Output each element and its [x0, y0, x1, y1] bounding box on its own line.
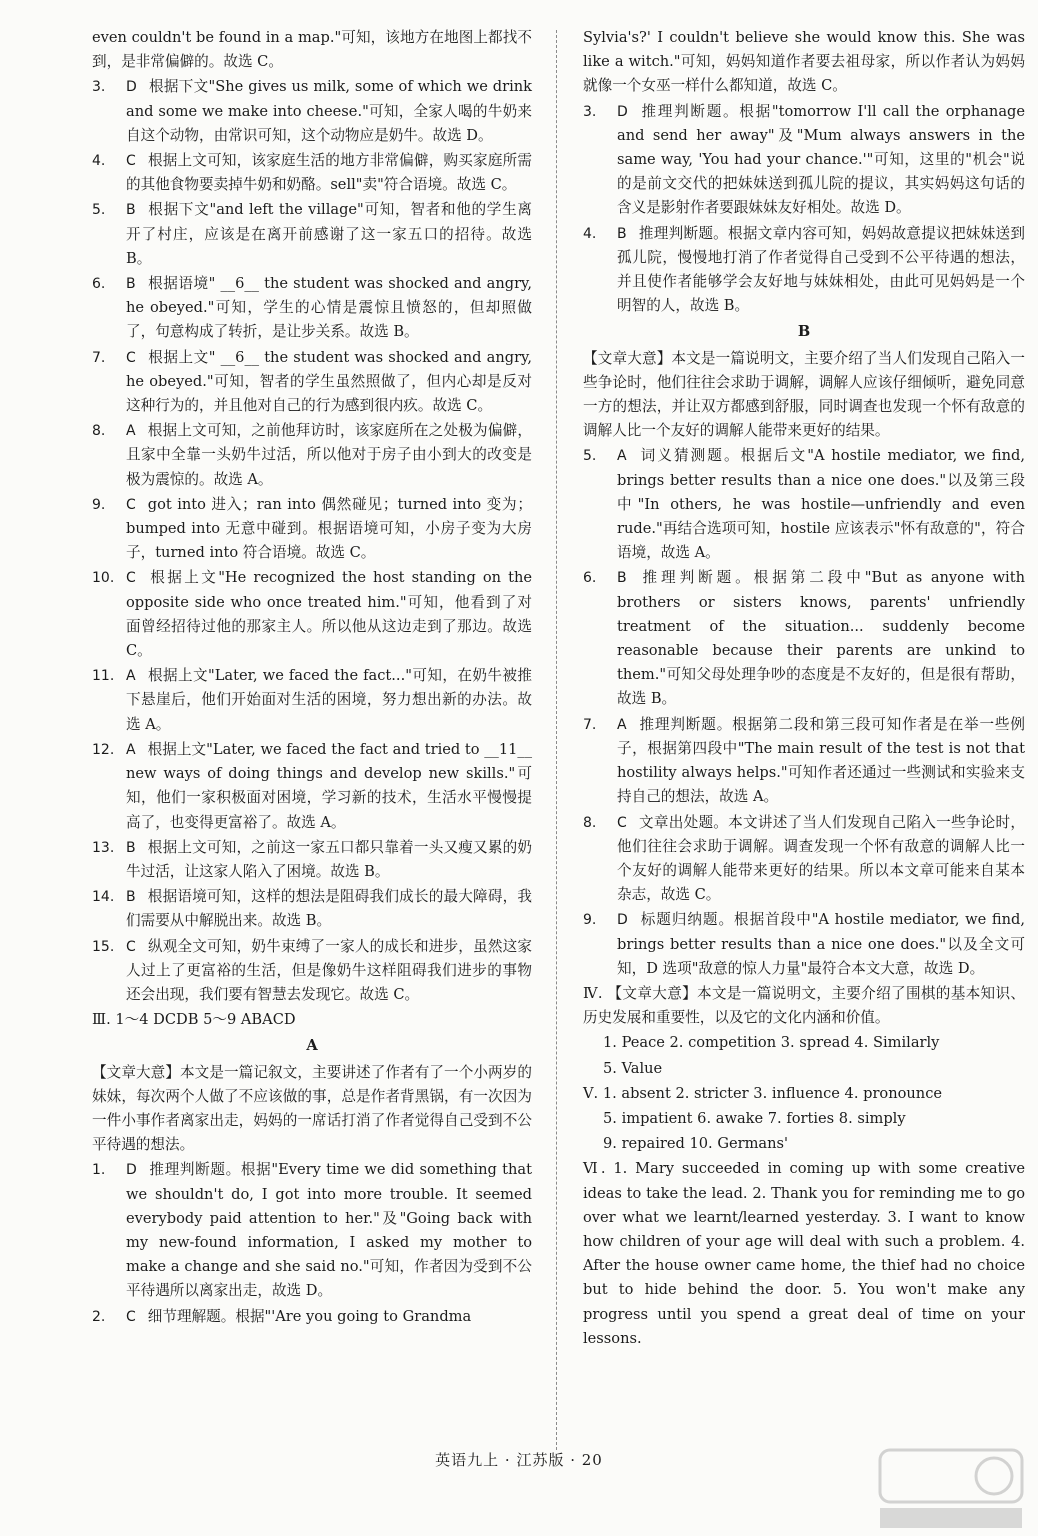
explanation-text: 推理判断题。根据第二段中"But as anyone with brothers or sisters knows, parents' unfriendly treatment of the situation... suddenly become reasonable because their parents are unkind to them."可知父母处理争吵的态度是不友好的，但是很有帮助，故选 B。: [617, 569, 1025, 708]
answer-letter: A: [617, 448, 627, 465]
answer-letter: C: [126, 349, 136, 366]
answer-item: [92, 198, 532, 271]
text-block: Ⅲ. 1～4 DCDB 5～9 ABACD: [92, 1011, 296, 1029]
explanation-text: 推理判断题。根据"Every time we did something that we shouldn't do, I got into more trouble. It seemed everybody paid attention to her."及"Going back with my new-found information, I asked my mother to make a change and she said no."可知，作者因为受到不公平待遇所以离家出走，故选 D。: [126, 1161, 532, 1300]
answer-item: [583, 908, 1025, 981]
watermark-logo-icon: [876, 1446, 1026, 1532]
answer-letter: A: [126, 668, 136, 685]
column-divider: [556, 30, 557, 1450]
answer-letter: B: [617, 225, 627, 242]
text-block: 1. Peace 2. competition 3. spread 4. Similarly: [603, 1034, 940, 1052]
text-block: 【文章大意】本文是一篇说明文，主要介绍了当人们发现自己陷入一些争论时，他们往往会求助于调解，调解人应该仔细倾听，避免同意一方的想法，并让双方都感到舒服，同时调查也发现一个怀有敌意的调解人比一个友好的调解人能带来更好的结果。: [583, 349, 1025, 440]
answer-item: [583, 100, 1025, 221]
answer-letter: B: [126, 889, 136, 906]
answer-item: [92, 1305, 532, 1329]
answer-letter: B: [126, 202, 136, 219]
text-block: 9. repaired 10. Germans': [603, 1135, 789, 1153]
text-block: Ⅳ. 【文章大意】本文是一篇说明文，主要介绍了围棋的基本知识、历史发展和重要性，以及它的文化内涵和价值。: [583, 984, 1025, 1027]
item-number: 1.: [92, 1162, 106, 1179]
item-number: 7.: [92, 349, 106, 366]
explanation-text: 根据上文"He recognized the host standing on the opposite side who once treated him."可知，他看到了对面曾经招待过他的那家主人。所以他从这边走到了那边。故选 C。: [126, 569, 532, 660]
explanation-text: 根据上文可知，该家庭生活的地方非常偏僻，购买家庭所需的其他食物要卖掉牛奶和奶酪。sell"卖"符合语境。故选 C。: [126, 152, 532, 194]
explanation-text: 推理判断题。根据"tomorrow I'll call the orphanage and send her away"及"Mum always answers in the same way, 'You had your chance.'"可知，这里的"机会"说的是前文交代的把妹妹送到孤儿院的提议，其实妈妈这句话的含义是影射作者要跟妹妹友好相处。故选 D。: [617, 102, 1025, 217]
answer-item: [583, 713, 1025, 810]
answer-item: [92, 346, 532, 419]
text-block: Ⅵ. 1. Mary succeeded in coming up with some creative ideas to take the lead. 2. Thank you for reminding me to go over what we learnt/learned yesterday. 3. I want to know how children of your age will deal with such a problem. 4. After the house owner came home, the thief had no choice but to hide behind the door. 5. You won't make any progress until you spend a great deal of time on your lessons.: [583, 1160, 1025, 1347]
section-heading: B: [797, 323, 811, 341]
item-number: 11.: [92, 668, 115, 685]
explanation-text: 根据语境可知，这样的想法是阻碍我们成长的最大障碍，我们需要从中解脱出来。故选 B。: [126, 888, 532, 930]
item-number: 2.: [92, 1308, 106, 1325]
text-block: 5. Value: [603, 1059, 663, 1077]
answer-letter: B: [126, 276, 136, 293]
answer-item: [92, 836, 532, 884]
right-column: [583, 26, 1025, 1352]
answer-letter: B: [126, 839, 136, 856]
answer-item: [92, 1158, 532, 1303]
explanation-text: 根据上文可知，之前这一家五口都只靠着一头又瘦又累的奶牛过活，让这家人陷入了困境。故选 B。: [126, 838, 532, 880]
item-number: 9.: [92, 496, 106, 513]
answer-item: [92, 664, 532, 737]
item-number: 7.: [583, 716, 597, 733]
answer-item: [92, 738, 532, 835]
explanation-text: got into 进入；ran into 偶然碰见；turned into 变为；bumped into 无意中碰到。根据语境可知，小房子变为大房子，turned into 符合语境。故选 C。: [126, 495, 532, 562]
item-number: 12.: [92, 741, 115, 758]
answer-item: [583, 444, 1025, 565]
explanation-text: 根据语境" __6__ the student was shocked and angry, he obeyed."可知，学生的心情是震惊且愤怒的，但却照做了，句意构成了转折，是让步关系。故选 B。: [126, 275, 533, 341]
item-number: 4.: [583, 225, 597, 242]
explanation-text: 纵观全文可知，奶牛束缚了一家人的成长和进步，虽然这家人过上了更富裕的生活，但是像奶牛这样阻碍我们进步的事物还会出现，我们要有智慧去发现它。故选 C。: [126, 937, 532, 1003]
answer-item: [583, 811, 1025, 908]
answer-item: [92, 493, 532, 566]
item-number: 13.: [92, 839, 115, 856]
item-number: 5.: [92, 202, 106, 219]
item-number: 3.: [92, 79, 106, 96]
answer-letter: D: [617, 103, 628, 120]
explanation-text: 文章出处题。本文讲述了当人们发现自己陷入一些争论时，他们往往会求助于调解。调查发现一个怀有敌意的调解人比一个友好的调解人能带来更好的结果。所以本文章可能来自某本杂志，故选 C。: [617, 813, 1025, 904]
text-block: 【文章大意】本文是一篇记叙文，主要讲述了作者有了一个小两岁的妹妹，每次两个人做了不应该做的事，总是作者背黑锅，有一次因为一件小事作者离家出走，妈妈的一席话打消了作者觉得自己受到不公平待遇的想法。: [92, 1063, 532, 1154]
item-number: 4.: [92, 153, 106, 170]
explanation-text: 根据上文可知，之前他拜访时，该家庭所在之处极为偏僻，且家中全靠一头奶牛过活，所以他对于房子由小到大的改变是极为震惊的。故选 A。: [126, 422, 532, 488]
answer-letter: D: [617, 912, 628, 929]
answer-letter: C: [617, 814, 627, 831]
item-number: 15.: [92, 938, 115, 955]
explanation-text: 标题归纳题。根据首段中"A hostile mediator, we find, brings better results than a nice one does."以及全文可知，D 选项"敌意的惊人力量"最符合本文大意，故选 D。: [617, 911, 1025, 977]
answer-letter: A: [126, 741, 136, 758]
answer-item: [92, 935, 532, 1008]
text-block: even couldn't be found in a map."可知，该地方在地图上都找不到，是非常偏僻的。故选 C。: [92, 29, 532, 71]
item-number: 14.: [92, 889, 115, 906]
answer-letter: C: [126, 153, 136, 170]
item-number: 8.: [92, 423, 106, 440]
item-number: 9.: [583, 912, 597, 929]
explanation-text: 根据上文" __6__ the student was shocked and angry, he obeyed."可知，智者的学生虽然照做了，但内心却是反对这种行为的，并且他对自己的行为感到很内疚。故选 C。: [126, 348, 532, 415]
explanation-text: 推理判断题。根据文章内容可知，妈妈故意提议把妹妹送到孤儿院，慢慢地打消了作者觉得自己受到不公平待遇的想法，并且使作者能够学会友好地与妹妹相处，由此可见妈妈是一个明智的人，故选 B。: [617, 224, 1025, 315]
left-column: [92, 26, 532, 1330]
explanation-text: 根据上文"Later, we faced the fact and tried to __11__ new ways of doing things and develop new skills."可知，他们一家积极面对困境，学习新的技术，生活水平慢慢提高了，也变得更富裕了。故选 A。: [126, 740, 532, 831]
answer-letter: C: [126, 496, 136, 513]
item-number: 6.: [583, 570, 597, 587]
item-number: 5.: [583, 448, 597, 465]
text-block: Ⅴ. 1. absent 2. stricter 3. influence 4. pronounce: [583, 1084, 943, 1102]
answer-letter: C: [126, 570, 136, 587]
explanation-text: 词义猜测题。根据后文"A hostile mediator, we find, brings better results than a nice one does."以及第三段中"In others, he was hostile—unfriendly and even rude."再结合选项可知，hostile 应该表示"怀有敌意的"，符合语境，故选 A。: [617, 447, 1025, 562]
item-number: 10.: [92, 570, 115, 587]
answer-letter: B: [617, 570, 627, 587]
answer-item: [92, 566, 532, 663]
explanation-text: 根据上文"Later, we faced the fact..."可知，在奶牛被推下悬崖后，他们开始面对生活的困境，努力想出新的办法。故选 A。: [126, 667, 532, 733]
explanation-text: 细节理解题。根据"'Are you going to Grandma: [147, 1307, 472, 1325]
item-number: 3.: [583, 103, 597, 120]
answer-letter: A: [617, 716, 627, 733]
item-number: 8.: [583, 814, 597, 831]
page-footer: 英语九上 · 江苏版 · 20: [435, 1451, 603, 1469]
section-heading: A: [306, 1037, 318, 1055]
answer-item: [583, 566, 1025, 711]
text-block: Sylvia's?' I couldn't believe she would know this. She was like a witch."可知，妈妈知道作者要去祖母家，所以作者认为妈妈就像一个女巫一样什么都知道，故选 C。: [583, 29, 1025, 95]
answer-item: [92, 272, 532, 345]
answer-letter: D: [126, 79, 137, 96]
answer-letter: A: [126, 423, 136, 440]
item-number: 6.: [92, 276, 106, 293]
answer-letter: C: [126, 1308, 136, 1325]
answer-item: [92, 419, 532, 492]
answer-item: [92, 885, 532, 933]
answer-item: [583, 222, 1025, 319]
answer-letter: C: [126, 938, 136, 955]
text-block: 5. impatient 6. awake 7. forties 8. simply: [603, 1109, 906, 1127]
explanation-text: 推理判断题。根据第二段和第三段可知作者是在举一些例子，根据第四段中"The main result of the test is not that hostility always helps."可知作者还通过一些测试和实验来支持自己的想法，故选 A。: [617, 715, 1025, 806]
answer-letter: D: [126, 1162, 137, 1179]
answer-item: [92, 75, 532, 148]
answer-item: [92, 149, 532, 197]
explanation-text: 根据下文"She gives us milk, some of which we drink and some we make into cheese."可知，全家人喝的牛奶来自这个动物，由常识可知，这个动物应是奶牛。故选 D。: [126, 78, 532, 144]
explanation-text: 根据下文"and left the village"可知，智者和他的学生离开了村庄，应该是在离开前感谢了这一家五口的招待。故选 B。: [126, 201, 532, 267]
